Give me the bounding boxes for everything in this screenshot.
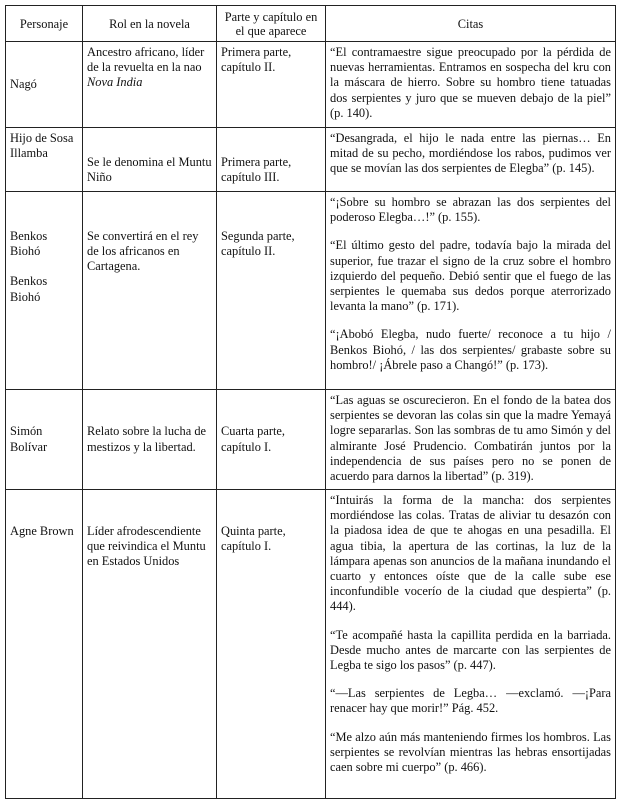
header-parte: Parte y capítulo en el que aparece [217, 6, 326, 42]
rol-cell: Relato sobre la lucha de mestizos y la libertad. [83, 390, 217, 490]
header-row [6, 6, 616, 42]
rol-cell: Se le denomina el Muntu Niño [83, 128, 217, 192]
parte-cell: Quinta parte, capítulo I. [217, 490, 326, 799]
personaje-name: Benkos Biohó [10, 274, 48, 304]
table-row [6, 390, 616, 490]
personaje-cell: Simón Bolívar [6, 390, 83, 490]
citas-cell [326, 192, 616, 390]
rol-cell: Se convertirá en el rey de los africanos en Cartagena. [83, 192, 217, 390]
parte-cell: Segunda parte, capítulo II. [217, 192, 326, 390]
quote: “Intuirás la forma de la mancha: dos serpientes mordiéndose las colas. Tratas de aliviar tu desazón con la piadosa idea de que te ahogas en una pesadilla. El agua tibia, la apertura de las cortinas, la luz de la lámpara apenas son anuncios de la mañana inundando el cuarto y entonces oíste que de la calle sube ese inconfundible vocerío de la ciudad que despierta” (p. 444). [330, 493, 611, 614]
table-row [6, 128, 616, 192]
citas-cell [326, 490, 616, 799]
rol-cell: Líder afrodescendiente que reivindica el Muntu en Estados Unidos [83, 490, 217, 799]
table-row [6, 490, 616, 799]
quote: “Me alzo aún más manteniendo firmes los hombros. Las serpientes se revolvían mientras las hebras ensortijadas caen sobre mi cuerpo” (p. 466). [330, 729, 611, 775]
header-personaje: Personaje [6, 6, 83, 42]
header-rol: Rol en la novela [83, 6, 217, 42]
citas-cell [326, 128, 616, 192]
quote: “Te acompañé hasta la capillita perdida en la barriada. Desde mucho antes de marcarte con las serpientes de Legba te sigo los pasos” (p. 447). [330, 627, 611, 673]
parte-cell: Cuarta parte, capítulo I. [217, 390, 326, 490]
quote: “—Las serpientes de Legba… —exclamó. —¡Para renacer hay que morir!” Pág. 452. [330, 686, 611, 716]
quote: “¡Abobó Elegba, nudo fuerte/ reconoce a tu hijo / Benkos Biohó, / las dos serpientes/ grabaste sobre su hombro!/ ¡Ábrele paso a Changó!” (p. 173). [330, 327, 611, 372]
personaje-cell [6, 192, 83, 390]
parte-cell: Primera parte, capítulo III. [217, 128, 326, 192]
citations-table [5, 5, 616, 799]
personaje-name: Benkos Biohó [10, 229, 48, 259]
quote: “Desangrada, el hijo le nada entre las piernas… En mitad de su pecho, mordiéndose los rabos, pudimos ver que se movían las dos serpientes de Elegba” (p. 145). [330, 131, 611, 176]
citas-cell [326, 390, 616, 490]
table-row [6, 192, 616, 390]
quote: “El contramaestre sigue preocupado por la pérdida de nuevas herramientas. Entramos en sospecha del kru con la máscara de hierro. Sobre su hombro tiene tatuadas dos serpientes y juro que se mueven debajo de la piel” (p. 140). [330, 45, 611, 120]
table-row [6, 42, 616, 128]
ship-name: Nova India [87, 75, 143, 90]
rol-cell [83, 42, 217, 128]
quote: “El último gesto del padre, todavía bajo la mirada del superior, fue trazar el signo de la cruz sobre el hombro izquierdo del pequeño. Debió sentir que el fuego de las serpientes le quemaba sus dedos porque aterrorizado levanta la mano” (p. 171). [330, 238, 611, 314]
quote: “Las aguas se oscurecieron. En el fondo de la batea dos serpientes se devoran las colas sin que la madre Yemayá logre separarlas. Son las sombras de tu amo Simón y del almirante José Prudencio. Combatirán juntos por la independencia de sus países pero no se ponen de acuerdo para darnos la libertad” (p. 319). [330, 393, 611, 484]
citas-cell [326, 42, 616, 128]
personaje-cell: Hijo de Sosa Illamba [6, 128, 83, 192]
personaje-cell: Nagó [6, 42, 83, 128]
header-citas: Citas [326, 6, 616, 42]
rol-text: Ancestro africano, líder de la revuelta en la nao [87, 45, 205, 75]
personaje-cell: Agne Brown [6, 490, 83, 799]
quote: “¡Sobre su hombro se abrazan las dos serpientes del poderoso Elegba…!” (p. 155). [330, 195, 611, 225]
parte-cell: Primera parte, capítulo II. [217, 42, 326, 128]
